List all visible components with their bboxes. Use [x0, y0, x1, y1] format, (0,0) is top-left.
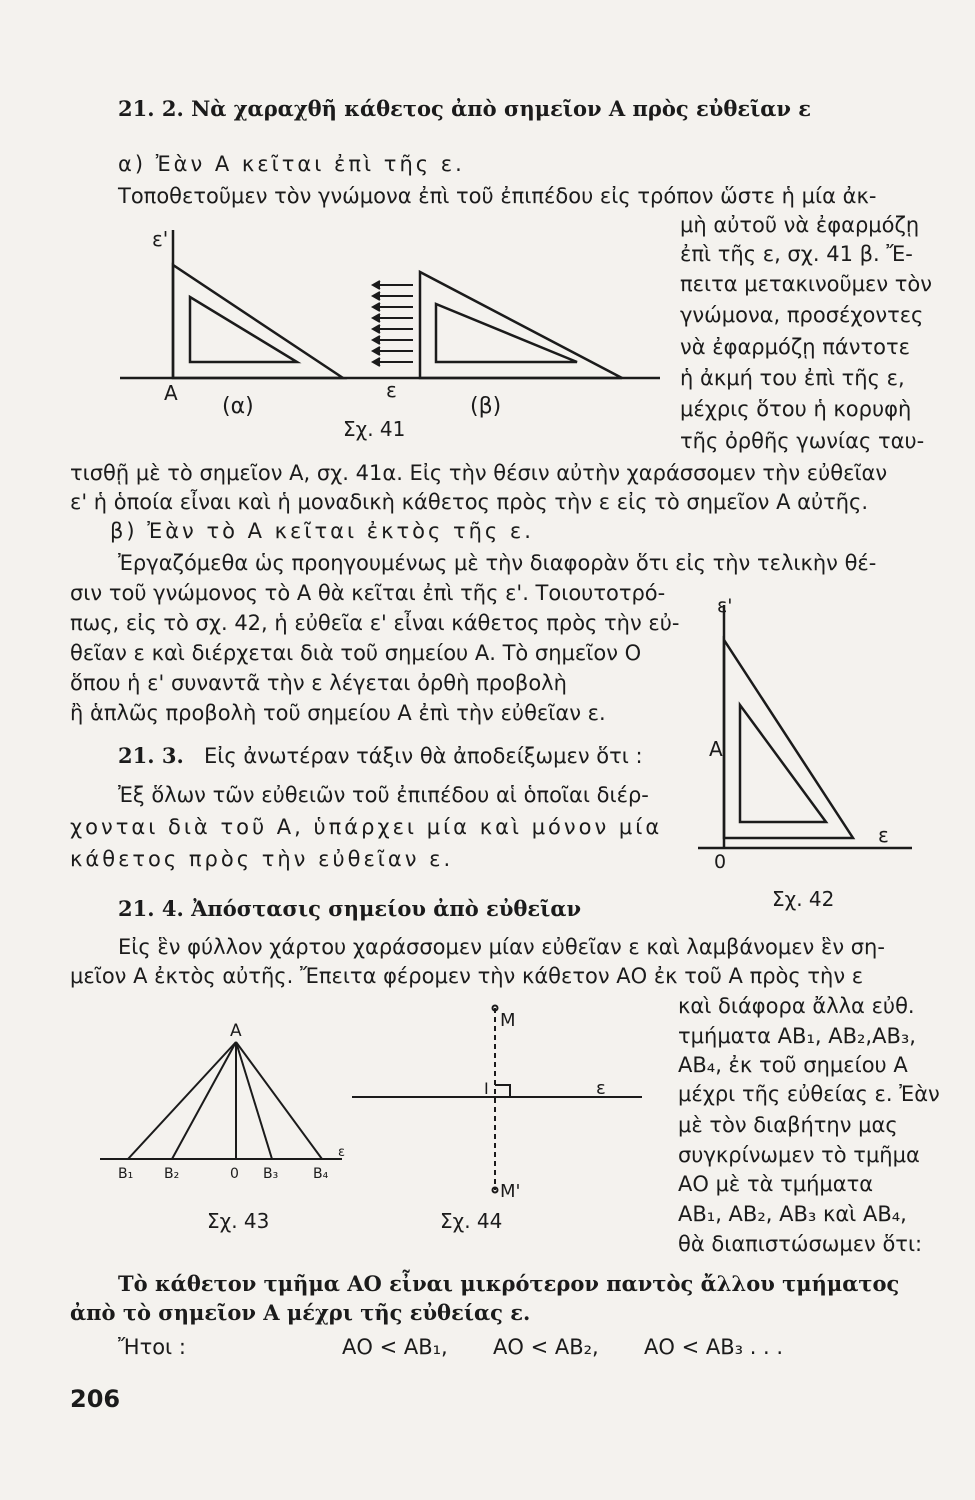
text-line: μεῖον Α ἐκτὸς αὐτῆς. Ἔπειτα φέρομεν τὴν κάθετον ΑΟ ἐκ τοῦ Α πρὸς τὴν ε [70, 964, 864, 988]
text-line: θὰ διαπιστώσωμεν ὅτι: [678, 1232, 923, 1256]
set-square-outer [724, 640, 853, 838]
text-line: ἢ ἁπλῶς προβολὴ τοῦ σημείου Α ἐπὶ τὴν εὐθεῖαν ε. [70, 701, 606, 725]
fig42-caption: Σχ. 42 [772, 887, 835, 911]
right-angle-mark [495, 1085, 510, 1097]
text-line: μὲ τὸν διαβήτην μας [678, 1113, 898, 1137]
fig43-label-O: 0 [230, 1166, 239, 1182]
text-line: ΑΒ₁, ΑΒ₂, ΑΒ₃ καὶ ΑΒ₄, [678, 1202, 907, 1226]
fig41-label-b: (β) [470, 394, 502, 419]
text-line: τῆς ὀρθῆς γωνίας ταυ- [680, 429, 925, 453]
rule-statement-2: ἀπὸ τὸ σημεῖον Α μέχρι τῆς εὐθείας ε. [70, 1300, 531, 1325]
fig41-label-A: Α [164, 381, 178, 405]
text-line: ἐπὶ τῆς ε, σχ. 41 β. Ἔ- [680, 242, 913, 266]
text-line: μέχρι τῆς εὐθείας ε. Ἐὰν [678, 1082, 940, 1106]
fig43-label-B4: Β₄ [313, 1166, 329, 1182]
text-line: Ἐργαζόμεθα ὡς προηγουμένως μὲ τὴν διαφορὰν ὅτι εἰς τὴν τελικὴν θέ- [118, 551, 877, 575]
fig41-label-e: ε [386, 378, 397, 402]
inequality-2: ΑΟ < ΑΒ₂, [493, 1335, 599, 1359]
fig41-label-e-prime: ε' [152, 227, 169, 251]
text-line: πειτα μετακινοῦμεν τὸν [680, 272, 933, 296]
set-square-inner [740, 705, 826, 822]
fig44-caption: Σχ. 44 [440, 1209, 503, 1233]
fig44-label-M-prime: Μ' [500, 1181, 521, 1202]
text-line: μὴ αὐτοῦ νὰ ἐφαρμόζῃ [680, 213, 920, 237]
text-line: χονται διὰ τοῦ Α, ὑπάρχει μία καὶ μόνον μία [70, 815, 663, 839]
text-line: γνώμονα, προσέχοντες [680, 303, 924, 327]
text-line: ἡ ἀκμή του ἐπὶ τῆς ε, [680, 366, 905, 390]
text-line: σιν τοῦ γνώμονος τὸ Α θὰ κεῖται ἐπὶ τῆς ε'. Τοιουτοτρό- [70, 581, 666, 605]
fig43-caption: Σχ. 43 [207, 1209, 270, 1233]
text-line: νὰ ἐφαρμόζῃ πάντοτε [680, 335, 910, 359]
text-line: ε' ἡ ὁποία εἶναι καὶ ἡ μοναδικὴ κάθετος πρὸς τὴν ε εἰς τὸ σημεῖον Α αὐτῆς. [70, 490, 869, 514]
subheading-b: β) Ἐὰν τὸ Α κεῖται ἐκτὸς τῆς ε. [110, 519, 534, 543]
fig44-label-M: Μ [500, 1010, 516, 1031]
figure-44 [352, 1006, 642, 1193]
text-line: πως, εἰς τὸ σχ. 42, ἡ εὐθεῖα ε' εἶναι κάθετος πρὸς τὴν εὐ- [70, 611, 680, 635]
page-number: 206 [70, 1385, 121, 1413]
text-line: κάθετος πρὸς τὴν εὐθεῖαν ε. [70, 847, 454, 871]
text-line: ὅπου ἡ ε' συναντᾶ τὴν ε λέγεται ὀρθὴ προβολὴ [70, 671, 567, 695]
text-line: Εἰς ἀνωτέραν τάξιν θὰ ἀποδείξωμεν ὅτι : [204, 744, 643, 768]
figure-42 [698, 605, 912, 848]
text-line: Τοποθετοῦμεν τὸν γνώμονα ἐπὶ τοῦ ἐπιπέδου εἰς τρόπον ὥστε ἡ μία ἀκ- [118, 184, 877, 208]
segment-A-B3 [236, 1042, 272, 1159]
fig42-label-A: Α [709, 737, 723, 761]
text-line: ΑΟ μὲ τὰ τμήματα [678, 1172, 874, 1196]
text-line: Εἰς ἓν φύλλον χάρτου χαράσσομεν μίαν εὐθεῖαν ε καὶ λαμβάνομεν ἓν ση- [118, 935, 885, 959]
text-line: συγκρίνωμεν τὸ τμῆμα [678, 1143, 920, 1167]
fig44-label-I: Ι [484, 1079, 489, 1098]
heading-21-3: 21. 3. [118, 743, 184, 768]
fig43-label-B3: Β₃ [263, 1166, 279, 1182]
set-square-b-inner [436, 304, 577, 362]
htoi-label: Ἤτοι : [118, 1335, 186, 1359]
rule-statement-1: Τὸ κάθετον τμῆμα ΑΟ εἶναι μικρότερον παντὸς ἄλλου τμήματος [118, 1271, 900, 1296]
figure-41 [120, 230, 660, 378]
heading-21-2: 21. 2. Νὰ χαραχθῆ κάθετος ἀπὸ σημεῖον Α πρὸς εὐθεῖαν ε [118, 96, 812, 121]
text-line: τισθῇ μὲ τὸ σημεῖον Α, σχ. 41α. Εἰς τὴν θέσιν αὐτὴν χαράσσομεν τὴν εὐθεῖαν [70, 461, 888, 485]
fig42-label-e: ε [878, 823, 889, 847]
fig42-label-e-prime: ε' [717, 595, 733, 617]
fig41-caption: Σχ. 41 [343, 417, 406, 441]
text-line: μέχρις ὅτου ἡ κορυφὴ [680, 397, 912, 421]
inequality-3: ΑΟ < ΑΒ₃ . . . [644, 1335, 784, 1359]
fig43-label-B1: Β₁ [118, 1166, 134, 1182]
segment-A-B4 [236, 1042, 322, 1159]
set-square-a-inner [190, 297, 297, 362]
figure-43 [100, 1042, 342, 1159]
fig43-label-A: Α [230, 1021, 242, 1041]
fig44-label-e: ε [596, 1078, 606, 1099]
text-line: θεῖαν ε καὶ διέρχεται διὰ τοῦ σημείου Α. Τὸ σημεῖον Ο [70, 641, 642, 665]
subheading-a: α) Ἐὰν Α κεῖται ἐπὶ τῆς ε. [118, 152, 465, 176]
arrows-move-left [373, 281, 413, 366]
fig43-label-B2: Β₂ [164, 1166, 180, 1182]
fig41-label-a: (α) [222, 394, 254, 419]
text-line: ΑΒ₄, ἐκ τοῦ σημείου Α [678, 1053, 908, 1077]
text-line: καὶ διάφορα ἄλλα εὐθ. [678, 994, 915, 1018]
text-line: Ἐξ ὅλων τῶν εὐθειῶν τοῦ ἐπιπέδου αἱ ὁποῖαι διέρ- [118, 783, 649, 807]
text-line: τμήματα ΑΒ₁, ΑΒ₂,ΑΒ₃, [678, 1024, 916, 1048]
inequality-1: ΑΟ < ΑΒ₁, [342, 1335, 448, 1359]
heading-21-4: 21. 4. Ἀπόστασις σημείου ἀπὸ εὐθεῖαν [118, 896, 582, 921]
fig42-label-O: 0 [714, 851, 727, 873]
fig43-label-e: ε [338, 1145, 346, 1160]
